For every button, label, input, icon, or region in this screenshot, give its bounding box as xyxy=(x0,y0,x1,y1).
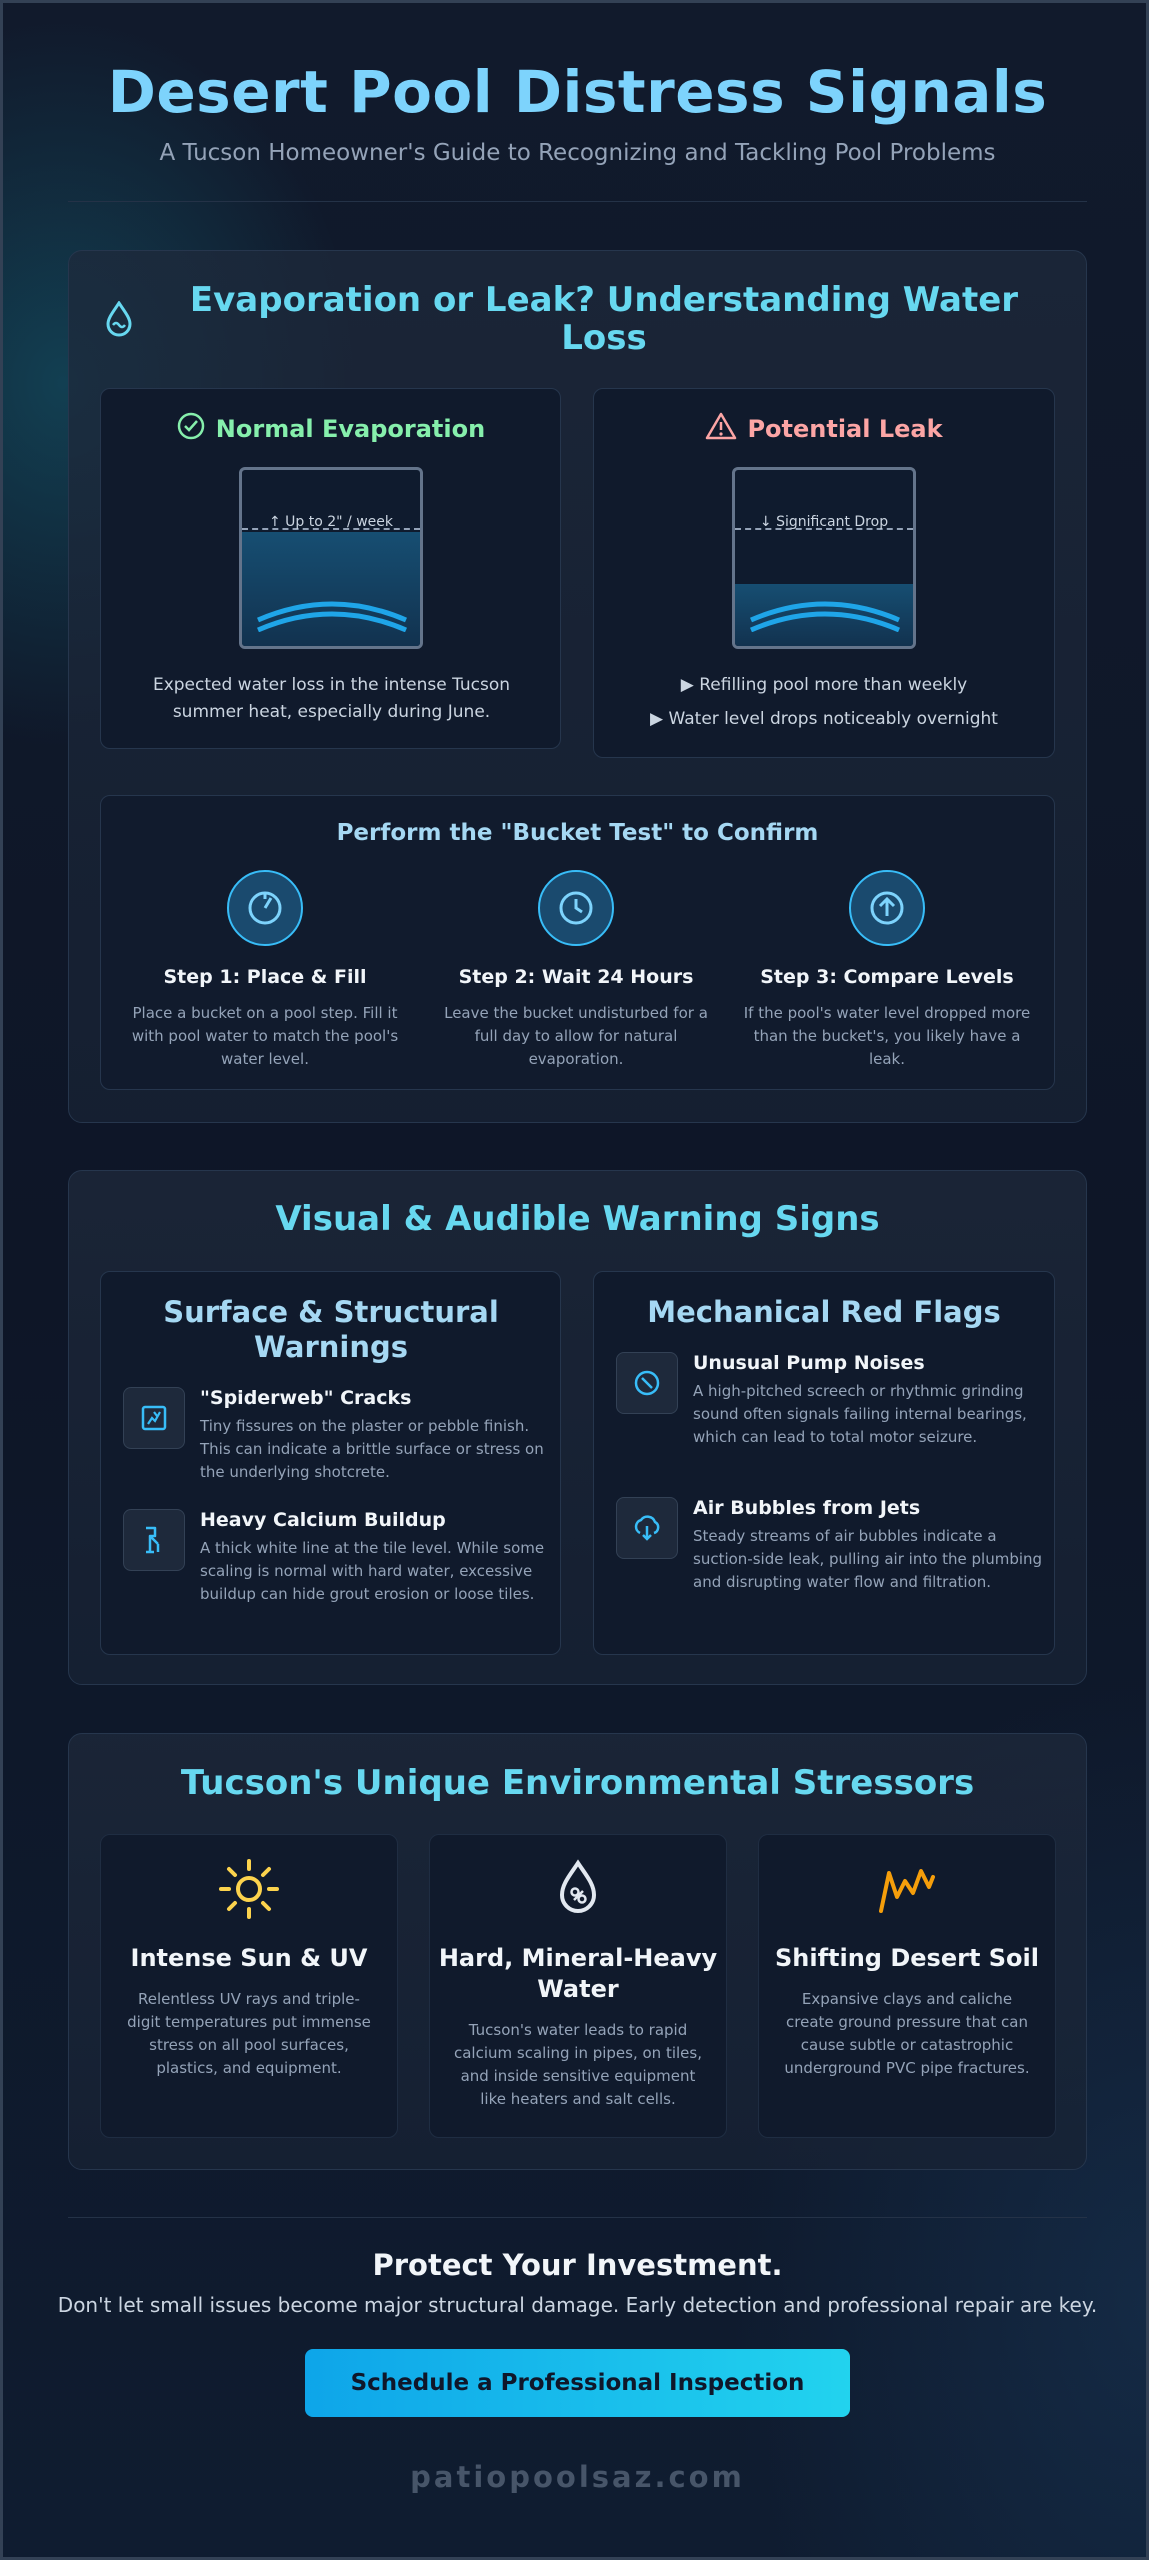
leak-bullet: ▶ Refilling pool more than weekly xyxy=(680,675,968,695)
normal-evaporation-label: Normal Evaporation xyxy=(215,415,486,443)
warning-title: Air Bubbles from Jets xyxy=(693,1497,921,1519)
warning-desc: A thick white line at the tile level. While some scaling is normal with hard water, excessive buildup can hide grout erosion or loose tiles. xyxy=(200,1539,545,1603)
alert-triangle-icon xyxy=(705,411,737,447)
check-circle-icon xyxy=(176,411,206,447)
arrow-up-circle-icon xyxy=(849,870,925,946)
wave-icon xyxy=(747,596,903,632)
potential-leak-heading xyxy=(594,411,1054,447)
environment-card-desc: Relentless UV rays and triple-digit temperatures put immense stress on all pool surfaces, plastics, and equipment. xyxy=(127,1990,371,2077)
environment-card-desc: Expansive clays and caliche create ground pressure that can cause subtle or catastrophic underground PVC pipe fractures. xyxy=(784,1990,1030,2077)
leak-bullet: ▶ Water level drops noticeably overnight xyxy=(650,709,998,729)
clock-icon xyxy=(538,870,614,946)
environment-card-desc: Tucson's water leads to rapid calcium scaling in pipes, on tiles, and inside sensitive equipment like heaters and salt cells. xyxy=(453,2021,702,2108)
surface-warnings-card xyxy=(100,1271,561,1655)
environment-card-title: Intense Sun & UV xyxy=(130,1944,368,1972)
warning-desc: Steady streams of air bubbles indicate a suction-side leak, pulling air into the plumbing and disrupting water flow and filtration. xyxy=(693,1527,1043,1591)
environment-title: Tucson's Unique Environmental Stressors xyxy=(180,1763,975,1803)
environment-card xyxy=(429,1834,727,2138)
leak-pool-gauge xyxy=(732,467,916,649)
warning-title: Unusual Pump Noises xyxy=(693,1352,925,1374)
wave-icon xyxy=(254,596,410,632)
bubbles-icon xyxy=(616,1497,678,1559)
bucket-test-card xyxy=(100,795,1055,1090)
timer-icon xyxy=(227,870,303,946)
water-loss-section xyxy=(68,250,1087,1123)
environment-card-title: Hard, Mineral-Heavy Water xyxy=(438,1944,718,2003)
step-title: Step 2: Wait 24 Hours xyxy=(458,966,694,988)
no-sound-icon xyxy=(616,1352,678,1414)
normal-evaporation-card xyxy=(100,388,561,749)
warning-signs-title: Visual & Audible Warning Signs xyxy=(275,1199,880,1239)
normal-tank-label: ↑ Up to 2" / week xyxy=(268,514,394,530)
divider xyxy=(68,201,1087,202)
leak-tank-label: ↓ Significant Drop xyxy=(759,514,889,530)
step-desc: If the pool's water level dropped more than the bucket's, you likely have a leak. xyxy=(743,1004,1031,1068)
step-title: Step 1: Place & Fill xyxy=(163,966,367,988)
water-drop-icon xyxy=(104,301,134,341)
warning-desc: A high-pitched screech or rhythmic grinding sound often signals failing internal bearings, which can lead to total motor seizure. xyxy=(693,1382,1027,1446)
surface-warnings-title: Surface & Structural Warnings xyxy=(163,1295,499,1364)
cta-title: Protect Your Investment. xyxy=(372,2248,783,2282)
environment-card xyxy=(100,1834,398,2138)
mechanical-flags-title: Mechanical Red Flags xyxy=(647,1295,1001,1329)
warning-desc: Tiny fissures on the plaster or pebble finish. This can indicate a brittle surface or stress on the underlying shotcrete. xyxy=(200,1417,544,1481)
warning-title: "Spiderweb" Cracks xyxy=(200,1387,412,1409)
normal-evaporation-desc: Expected water loss in the intense Tucson summer heat, especially during June. xyxy=(152,675,511,722)
warning-signs-section xyxy=(68,1170,1087,1685)
crack-icon xyxy=(123,1387,185,1449)
page-subtitle: A Tucson Homeowner's Guide to Recognizing and Tackling Pool Problems xyxy=(159,140,996,166)
mechanical-flags-card xyxy=(593,1271,1055,1655)
water-loss-title: Evaporation or Leak? Understanding Water Loss xyxy=(189,280,1019,358)
bucket-step xyxy=(431,870,721,1071)
environment-card xyxy=(758,1834,1056,2138)
environment-card-title: Shifting Desert Soil xyxy=(774,1944,1039,1972)
environment-section xyxy=(68,1733,1087,2170)
divider xyxy=(68,2217,1087,2218)
potential-leak-card xyxy=(593,388,1055,758)
bucket-step xyxy=(120,870,410,1071)
schedule-inspection-button[interactable]: Schedule a Professional Inspection xyxy=(305,2349,850,2417)
sun-icon xyxy=(101,1857,397,1925)
step-title: Step 3: Compare Levels xyxy=(760,966,1014,988)
normal-evaporation-heading xyxy=(101,411,560,447)
tile-icon xyxy=(123,1509,185,1571)
normal-pool-gauge xyxy=(239,467,423,649)
water-drop-icon xyxy=(430,1857,726,1925)
cta-text: Don't let small issues become major structural damage. Early detection and professional repair are key. xyxy=(57,2293,1098,2317)
warning-title: Heavy Calcium Buildup xyxy=(200,1509,446,1531)
bucket-step xyxy=(742,870,1032,1071)
page-header xyxy=(3,58,1149,166)
step-desc: Place a bucket on a pool step. Fill it with pool water to match the pool's water level. xyxy=(131,1004,399,1068)
footer-brand: patiopoolsaz.com xyxy=(410,2460,745,2494)
step-desc: Leave the bucket undisturbed for a full day to allow for natural evaporation. xyxy=(444,1004,708,1068)
bucket-test-title: Perform the "Bucket Test" to Confirm xyxy=(336,820,819,846)
potential-leak-label: Potential Leak xyxy=(747,415,943,443)
page-title: Desert Pool Distress Signals xyxy=(107,58,1048,126)
ground-shift-icon xyxy=(759,1857,1055,1925)
